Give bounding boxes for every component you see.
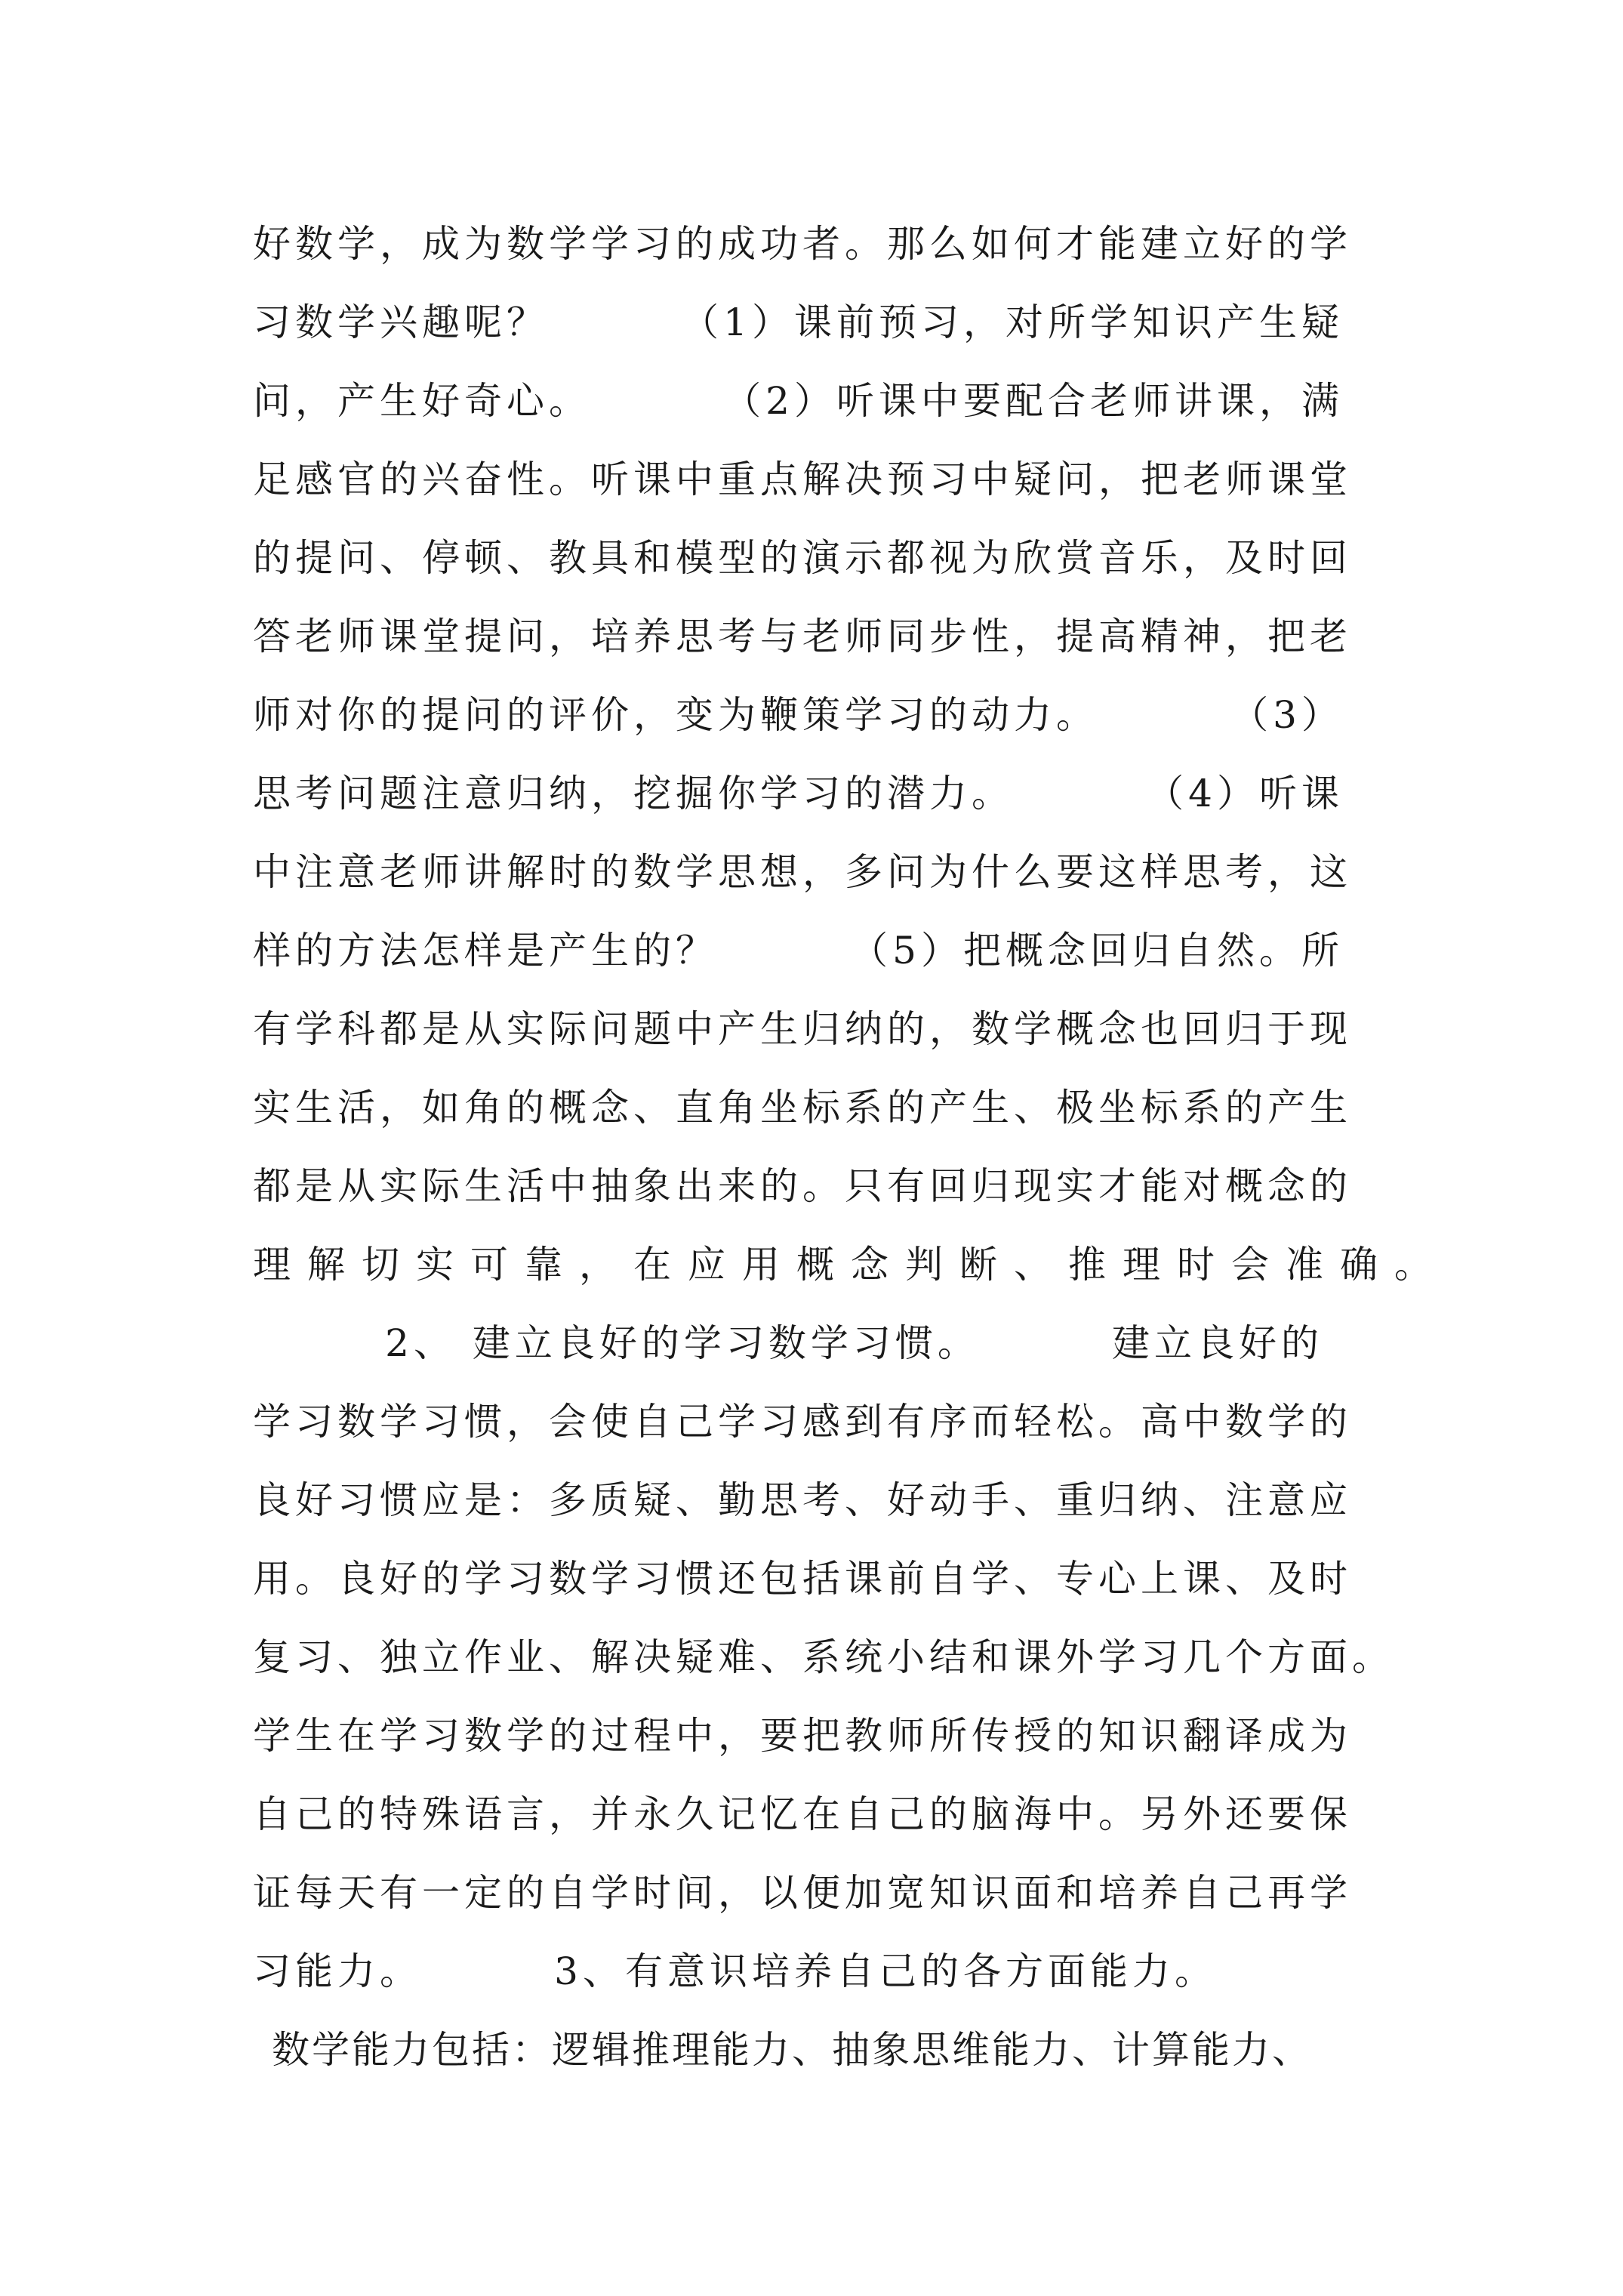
text-line-1: 好数学，成为数学学习的成功者。那么如何才能建立好的学 [253,222,1352,266]
text-line-5: 的提问、停顿、教具和模型的演示都视为欣赏音乐，及时回 [253,536,1352,580]
text-line-3: 问，产生好奇心。 （2）听课中要配合老师讲课，满 [253,379,1344,423]
text-line-13: 都是从实际生活中抽象出来的。只有回归现实才能对概念的 [253,1164,1352,1208]
text-line-21: 自己的特殊语言，并永久记忆在自己的脑海中。另外还要保 [253,1792,1352,1836]
text-line-14: 理解切实可靠，在应用概念判断、推理时会准确。 [253,1243,1449,1287]
text-line-2: 习数学兴趣呢？ （1）课前预习，对所学知识产生疑 [253,300,1344,344]
text-line-18: 用。良好的学习数学习惯还包括课前自学、专心上课、及时 [253,1557,1352,1601]
text-line-11: 有学科都是从实际问题中产生归纳的，数学概念也回归于现 [253,1007,1352,1051]
text-line-4: 足感官的兴奋性。听课中重点解决预习中疑问，把老师课堂 [253,458,1352,501]
text-line-10: 样的方法怎样是产生的？ （5）把概念回归自然。所 [253,929,1344,972]
text-line-24: 数学能力包括：逻辑推理能力、抽象思维能力、计算能力、 [272,2028,1312,2072]
text-line-22: 证每天有一定的自学时间，以便加宽知识面和培养自己再学 [253,1871,1352,1915]
text-line-20: 学生在学习数学的过程中，要把教师所传授的知识翻译成为 [253,1714,1352,1758]
text-line-23: 习能力。 3、有意识培养自己的各方面能力。 [253,1949,1217,1993]
text-line-6: 答老师课堂提问，培养思考与老师同步性，提高精神，把老 [253,615,1352,658]
text-line-15: 2、 建立良好的学习数学习惯。 建立良好的 [253,1321,1324,1365]
text-line-9: 中注意老师讲解时的数学思想，多问为什么要这样思考，这 [253,850,1352,894]
text-line-12: 实生活，如角的概念、直角坐标系的产生、极坐标系的产生 [253,1086,1352,1130]
text-line-19: 复习、独立作业、解决疑难、系统小结和课外学习几个方面。 [253,1635,1394,1679]
text-line-17: 良好习惯应是：多质疑、勤思考、好动手、重归纳、注意应 [253,1478,1352,1522]
text-line-7: 师对你的提问的评价，变为鞭策学习的动力。 （3） [253,693,1344,737]
text-line-8: 思考问题注意归纳，挖掘你学习的潜力。 （4）听课 [253,772,1344,815]
text-line-16: 学习数学习惯，会使自己学习感到有序而轻松。高中数学的 [253,1400,1352,1444]
